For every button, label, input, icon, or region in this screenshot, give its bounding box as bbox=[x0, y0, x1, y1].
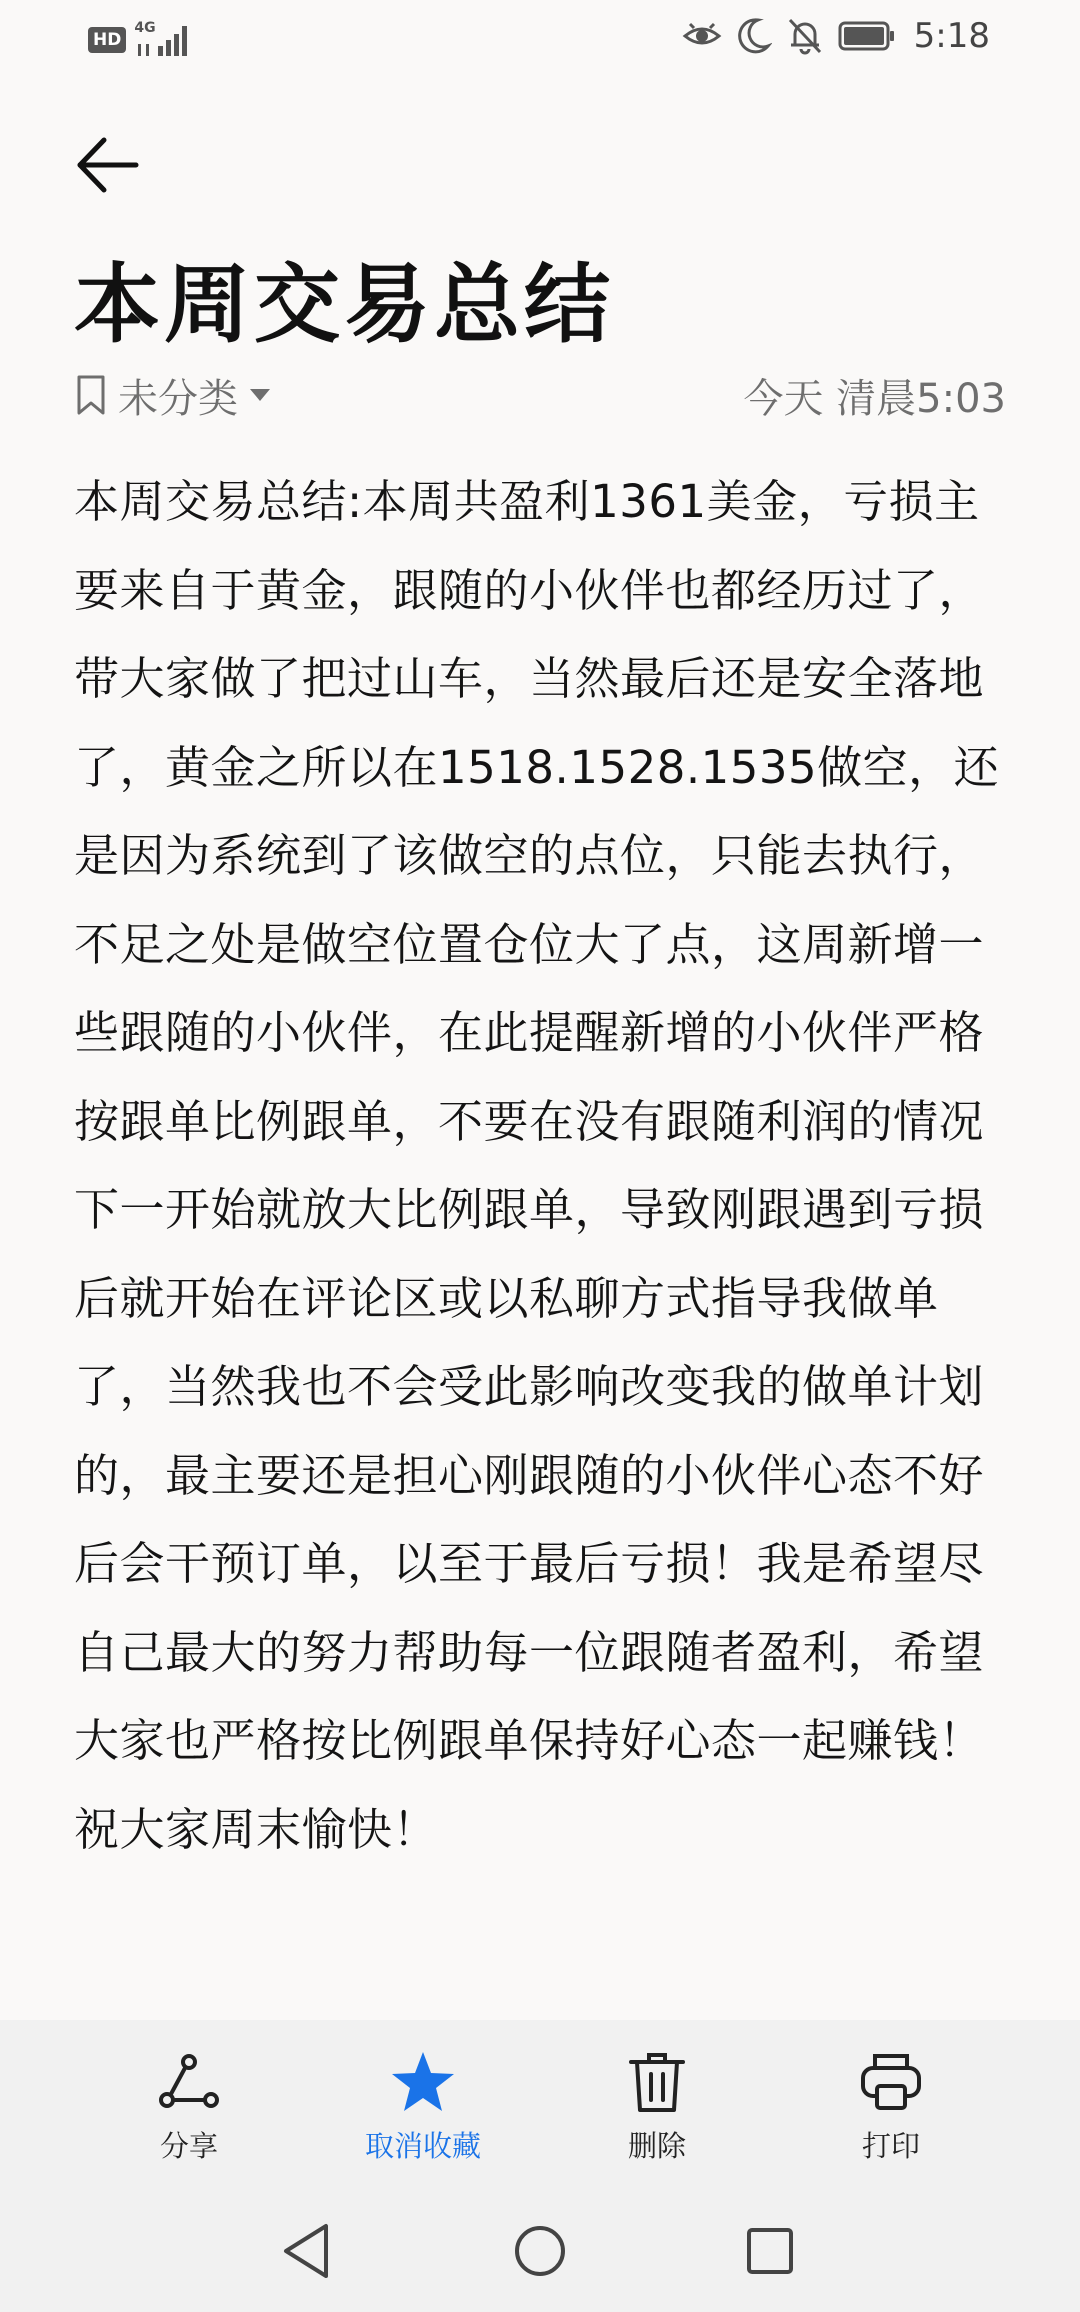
back-button[interactable] bbox=[74, 132, 140, 198]
bell-muted-icon bbox=[786, 16, 824, 56]
moon-icon bbox=[736, 16, 772, 56]
print-label: 打印 bbox=[861, 2129, 920, 2163]
print-button[interactable] bbox=[791, 2050, 991, 2165]
nav-back-button[interactable] bbox=[274, 2216, 344, 2286]
status-right bbox=[682, 16, 990, 56]
circle-home-icon bbox=[505, 2216, 575, 2286]
category-label: 未分类 bbox=[118, 375, 238, 422]
bookmark-icon bbox=[74, 373, 108, 417]
category-selector[interactable] bbox=[74, 367, 272, 424]
caret-down-icon bbox=[248, 385, 272, 405]
battery-icon bbox=[838, 20, 896, 52]
printer-icon bbox=[859, 2050, 923, 2114]
share-icon bbox=[157, 2050, 221, 2114]
unfavorite-button[interactable] bbox=[323, 2050, 523, 2165]
note-timestamp: 今天 清晨5:03 bbox=[743, 375, 1006, 422]
note-title[interactable]: 本周交易总结 bbox=[74, 255, 614, 355]
nav-home-button[interactable] bbox=[505, 2216, 575, 2286]
note-meta-row bbox=[74, 368, 1006, 422]
square-recents-icon bbox=[735, 2216, 805, 2286]
delete-button[interactable] bbox=[557, 2050, 757, 2165]
hd-badge: HD bbox=[88, 27, 126, 53]
status-left bbox=[88, 22, 194, 58]
arrow-left-icon bbox=[74, 132, 140, 198]
star-icon bbox=[390, 2050, 456, 2114]
bottom-toolbar bbox=[0, 2020, 1080, 2190]
note-body[interactable]: 本周交易总结:本周共盈利1361美金，亏损主要来自于黄金，跟随的小伙伴也都经历过了，带大家做了把过山车，当然最后还是安全落地了，黄金之所以在1518.1528.1535做空，还是因为系统到了该做空的点位，只能去执行，不足之处是做空位置仓位大了点，这周新增一些跟随的小伙伴，在此提醒新增的小伙伴严格按跟单比例跟单，不要在没有跟随利润的情况下一开始就放大比例跟单，导致刚跟遇到亏损后就开始在评论区或以私聊方式指导我做单了，当然我也不会受此影响改变我的做单计划的，最主要还是担心刚跟随的小伙伴心态不好后会干预订单，以至于最后亏损！我是希望尽自己最大的努力帮助每一位跟随者盈利，希望大家也严格按比例跟单保持好心态一起赚钱！祝大家周末愉快！ bbox=[74, 475, 1000, 1856]
system-nav-bar bbox=[0, 2190, 1080, 2312]
clock: 5:18 bbox=[913, 16, 990, 56]
unfavorite-label: 取消收藏 bbox=[364, 2129, 481, 2163]
trash-icon bbox=[625, 2050, 689, 2114]
share-label: 分享 bbox=[159, 2129, 218, 2163]
nav-recents-button[interactable] bbox=[735, 2216, 805, 2286]
delete-label: 删除 bbox=[627, 2129, 686, 2163]
status-bar bbox=[0, 0, 1080, 80]
triangle-back-icon bbox=[274, 2216, 344, 2286]
signal-icon bbox=[134, 22, 194, 58]
network-type: 4G bbox=[134, 20, 156, 36]
eye-comfort-icon bbox=[682, 16, 722, 56]
share-button[interactable] bbox=[89, 2050, 289, 2165]
